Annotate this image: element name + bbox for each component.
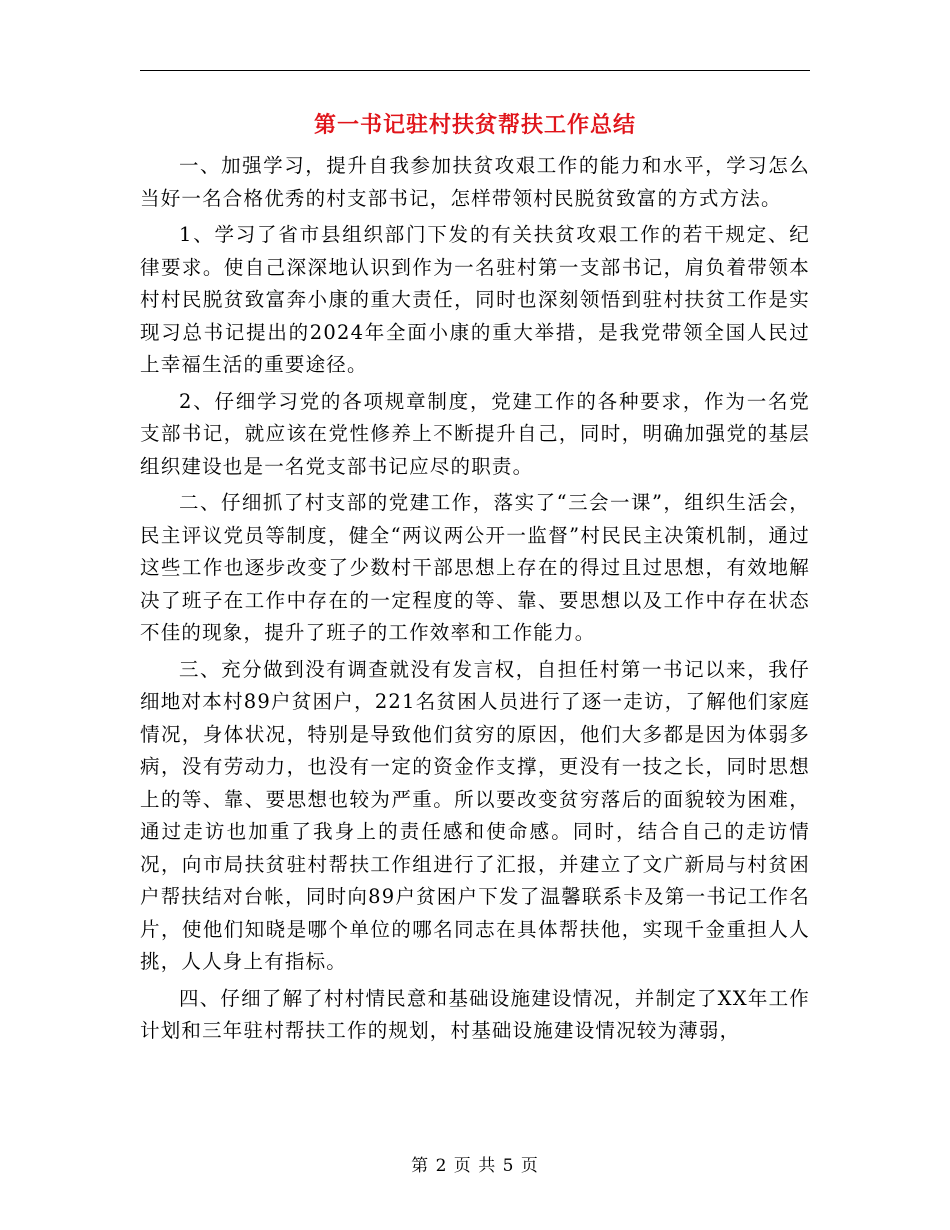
- paragraph-5: 三、充分做到没有调查就没有发言权，自担任村第一书记以来，我仔细地对本村89户贫困户，221名贫困人员进行了逐一走访，了解他们家庭情况，身体状况，特别是导致他们贫穷的原因，他们大多都是因为体弱多病，没有劳动力，也没有一定的资金作支撑，更没有一技之长，同时思想上的等、靠、要思想也较为严重。所以要改变贫穷落后的面貌较为困难，通过走访也加重了我身上的责任感和使命感。同时，结合自己的走访情况，向市局扶贫驻村帮扶工作组进行了汇报，并建立了文广新局与村贫困户帮扶结对台帐，同时向89户贫困户下发了温馨联系卡及第一书记工作名片，使他们知晓是哪个单位的哪名同志在具体帮扶他，实现千金重担人人挑，人人身上有指标。: [140, 657, 810, 973]
- document-title: 第一书记驻村扶贫帮扶工作总结: [313, 112, 636, 138]
- page-number-footer: 第 2 页 共 5 页: [411, 1156, 539, 1176]
- header-rule: [140, 70, 810, 71]
- document-body: [140, 150, 810, 1052]
- paragraph-2: 1、学习了省市县组织部门下发的有关扶贫攻艰工作的若干规定、纪律要求。使自己深深地认识到作为一名驻村第一支部书记，肩负着带领本村村民脱贫致富奔小康的重大责任，同时也深刻领悟到驻村扶贫工作是实现习总书记提出的2024年全面小康的重大举措，是我党带领全国人民过上幸福生活的重要途径。: [140, 223, 810, 376]
- paragraph-3: 2、仔细学习党的各项规章制度，党建工作的各种要求，作为一名党支部书记，就应该在党性修养上不断提升自己，同时，明确加强党的基层组织建设也是一名党支部书记应尽的职责。: [140, 389, 810, 478]
- paragraph-6: 四、仔细了解了村村情民意和基础设施建设情况，并制定了XX年工作计划和三年驻村帮扶工作的规划，村基础设施建设情况较为薄弱，: [140, 986, 810, 1042]
- paragraph-1: 一、加强学习，提升自我参加扶贫攻艰工作的能力和水平，学习怎么当好一名合格优秀的村支部书记，怎样带领村民脱贫致富的方式方法。: [140, 154, 810, 210]
- paragraph-4: 二、仔细抓了村支部的党建工作，落实了“三会一课”，组织生活会，民主评议党员等制度，健全“两议两公开一监督”村民民主决策机制，通过这些工作也逐步改变了少数村干部思想上存在的得过且过思想，有效地解决了班子在工作中存在的一定程度的等、靠、要思想以及工作中存在状态不佳的现象，提升了班子的工作效率和工作能力。: [140, 491, 810, 644]
